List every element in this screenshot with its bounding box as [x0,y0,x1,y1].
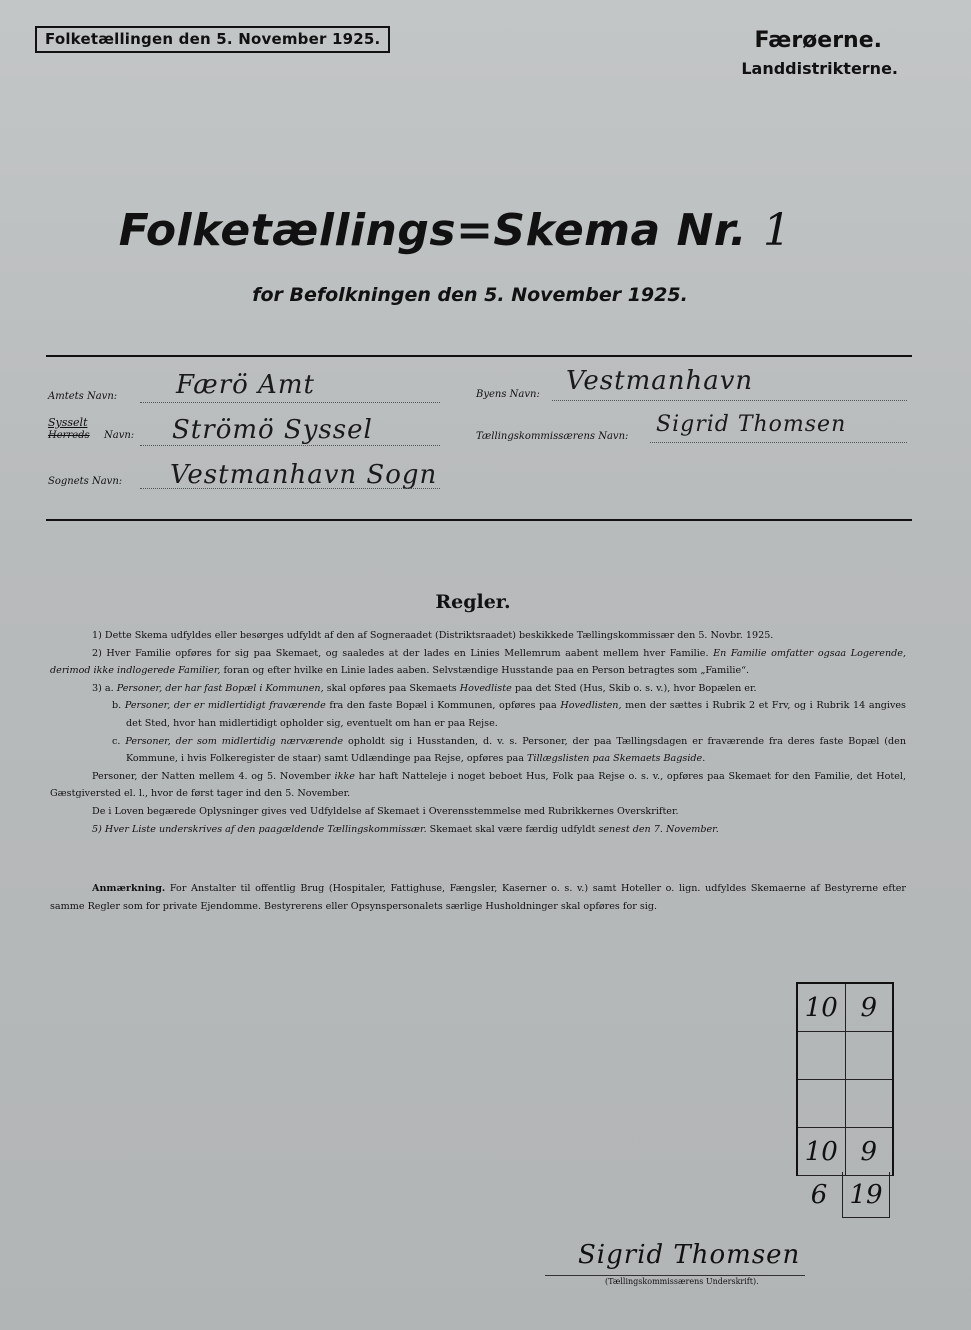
signature-line [545,1275,805,1276]
rule-3c: c. Personer, der som midlertidig nærværende opholdt sig i Husstanden, d. v. s. Personer, der paa Tællingsdagen er fraværende fra deres faste Bopæl (den Kommune, i hvis Folkeregister de staar) samt Udlændinge paa Rejse, opføres paa Tillægslisten paa Skemaets Bagside. [112,735,906,765]
herred-label-suffix: Navn: [104,430,135,441]
tally-row [798,1080,892,1128]
amt-value: Færö Amt [176,370,315,400]
rule-3b: b. Personer, der er midlertidigt fraværende fra den faste Bopæl i Kommunen, opføres paa Hovedlisten, men der sættes i Rubrik 2 et Frv, og i Rubrik 14 angives det Sted, hvor han midlertidigt opholder sig, eventuelt om han er paa Rejse. [112,700,906,729]
by-underline [552,400,907,401]
rule-2: 2) Hver Familie opføres for sig paa Skemaet, og saaledes at der lades en Linies Mellemrum aabent mellem hver Familie. En Familie omfatter ogsaa Logerende, derimod ikke indlogerede Familier, foran og efter hvilke en Linie lades aaben. Selvstændige Husstande paa en Person betragtes som „Familie“. [50,647,906,677]
herred-label-written: Sysselt [48,416,88,429]
tally-row [798,1128,892,1176]
by-label: Byens Navn: [476,389,540,400]
sogn-value: Vestmanhavn Sogn [170,460,438,490]
kommissaer-label: Tællingskommissærens Navn: [476,431,629,442]
kommissaer-value: Sigrid Thomsen [656,412,847,437]
rules-title: Regler. [435,591,511,613]
herred-value: Strömö Syssel [172,415,373,445]
amt-label: Amtets Navn: [48,391,118,402]
tally-cell: 10 [804,1136,838,1167]
tally-extra-cell: 19 [842,1172,890,1218]
tally-cell: 10 [804,992,838,1023]
top-divider [46,355,912,357]
annotation-note [50,880,906,915]
rule-4: De i Loven begærede Oplysninger gives ved Udfyldelse af Skemaet i Overensstemmelse med Rubrikkernes Overskrifter. [92,805,679,817]
tally-table [796,982,894,1176]
region-name: Færøerne. [754,28,882,53]
rule-3d: Personer, der Natten mellem 4. og 5. November ikke har haft Natteleje i noget beboet Hus, Folk paa Rejse o. s. v., opføres paa Skemaet for den Familie, det Hotel, Gæstgiversted el. l., hvor de først tager ind den 5. November. [50,770,906,800]
amt-underline [140,402,440,403]
tally-row [798,1032,892,1080]
rules-text [50,627,906,838]
tally-cell [798,1032,845,1079]
sogn-underline [140,488,440,489]
tally-extra-row [796,1172,890,1218]
sogn-label: Sognets Navn: [48,476,123,487]
tally-extra-cell: 6 [810,1180,828,1210]
tally-cell: 9 [845,984,893,1031]
tally-cell [845,1032,893,1079]
herred-underline [140,445,440,446]
district-type: Landdistrikterne. [741,59,898,78]
bottom-divider [46,519,912,521]
form-subtitle: for Befolkningen den 5. November 1925. [252,284,688,306]
census-date-label: Folketællingen den 5. November 1925. [35,26,390,53]
note-text: For Anstalter til offentlig Brug (Hospitaler, Fattighuse, Fængsler, Kaserner o. s. v.) samt Hoteller o. lign. udfyldes Skemaerne af Bestyrerne efter samme Regler som for private Ejendomme. Bestyrerens eller Opsynspersonalets særlige Husholdninger skal opføres for sig. [50,883,906,912]
form-title-text: Folketællings=Skema Nr. [118,205,747,256]
note-label: Anmærkning. [92,883,166,894]
tally-cell [798,1080,845,1127]
tally-row [798,984,892,1032]
form-title [0,205,910,256]
by-value: Vestmanhavn [566,366,754,396]
form-number: 1 [762,205,792,256]
signature: Sigrid Thomsen [578,1240,801,1270]
herred-label-struck: Herreds [48,430,90,441]
rule-3a: 3) a. Personer, der har fast Bopæl i Kommunen, skal opføres paa Skemaets Hovedliste paa det Sted (Hus, Skib o. s. v.), hvor Bopælen er. [92,682,757,694]
rule-5: 5) Hver Liste underskrives af den paagældende Tællingskommissær. Skemaet skal være færdig udfyldt senest den 7. November. [92,823,719,835]
tally-cell [845,1080,893,1127]
kommissaer-underline [650,442,907,443]
rule-1: 1) Dette Skema udfyldes eller besørges udfyldt af den af Sogneraadet (Distriktsraadet) beskikkede Tællingskommissær den 5. Novbr. 1925. [92,630,774,641]
tally-cell: 9 [845,1128,893,1175]
signature-caption: (Tællingskommissærens Underskrift). [605,1277,759,1286]
